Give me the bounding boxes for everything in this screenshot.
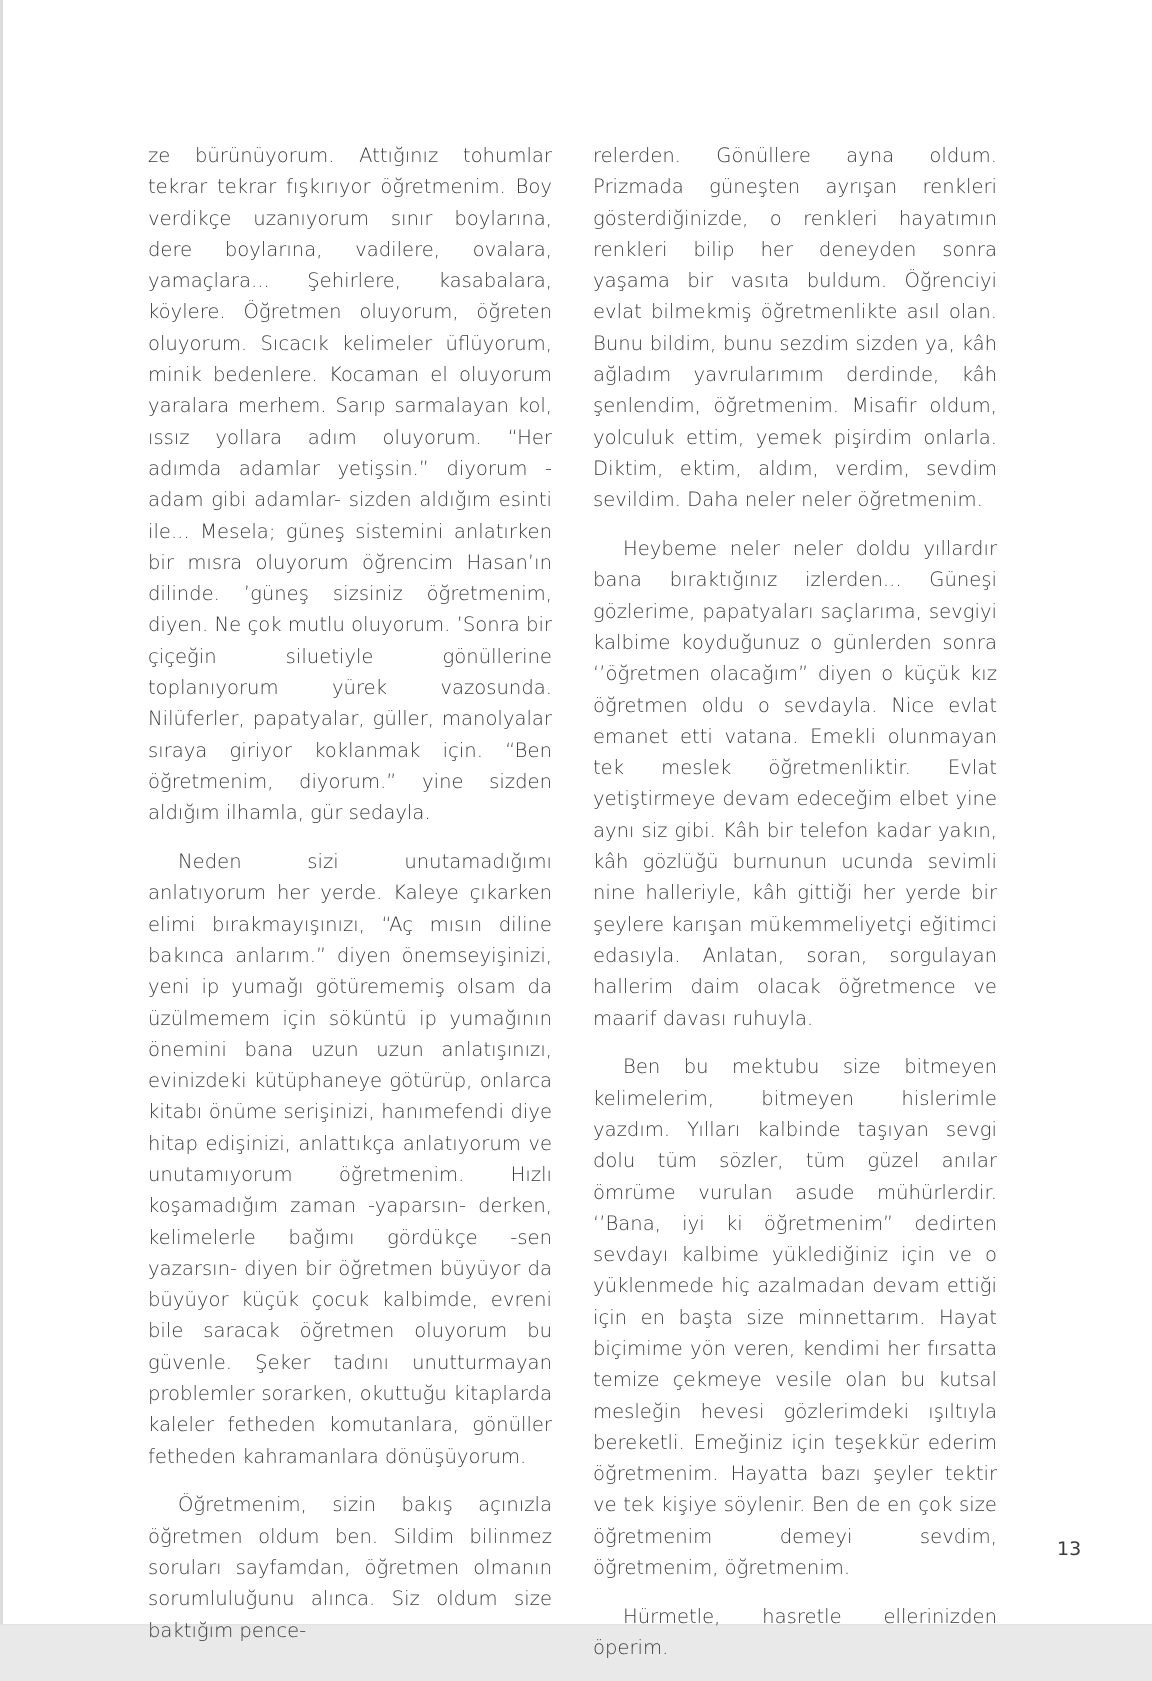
left-column xyxy=(148,140,552,1663)
page-edge xyxy=(0,0,3,1624)
paragraph: Heybeme neler neler doldu yıllardır bana bıraktığınız izlerden... Güneşi gözlerime, papatyaları saçlarıma, sevgiyi kalbime koyduğunuz o günlerden sonra ‘’öğretmen olacağım” diyen o küçük kız öğretmen oldu o sevdayla. Nice evlat emanet etti vatana. Emekli olunmayan tek meslek öğretmenliktir. Evlat yetiştirmeye devam edeceğim elbet yine aynı siz gibi. Kâh bir telefon kadar yakın, kâh gözlüğü burnunun ucunda sevimli nine halleriyle, kâh gittiği her yerde bir şeylere karışan mükemmeliyetçi eğitimci edasıyla. Anlatan, soran, sorgulayan hallerim daim olacak öğretmence ve maarif davası ruhuyla. xyxy=(593,537,997,1030)
closing-line: Hürmetle, hasretle ellerinizden öperim. xyxy=(593,1604,997,1660)
paragraph: ze bürünüyorum. Attığınız tohumlar tekrar tekrar fışkırıyor öğretmenim. Boy verdikçe uzanıyorum sınır boylarına, dere boylarına, vadilere, ovalara, yamaçlara... Şehirlere, kasabalara, köylere. Öğretmen oluyorum, öğreten oluyorum. Sıcacık kelimeler üflüyorum, minik bedenlere. Kocaman el oluyorum yaralara merhem. Sarıp sarmalayan kol, ıssız yollara adım oluyorum. “Her adımda adamlar yetişsin.” diyorum -adam gibi adamlar- sizden aldığım esinti ile... Mesela; güneş sistemini anlatırken bir mısra oluyorum öğrencim Hasan’ın dilinde. ’güneş sizsiniz öğretmenim, diyen. Ne çok mutlu oluyorum. ’Sonra bir çiçeğin siluetiyle gönüllerine toplanıyorum yürek vazosunda. Nilüferler, papatyalar, güller, manolyalar sıraya giriyor koklanmak için. “Ben öğretmenim, diyorum.” yine sizden aldığım ilhamla, gür sedayla. xyxy=(148,144,552,825)
page-number: 13 xyxy=(1057,1538,1082,1560)
paragraph: Ben bu mektubu size bitmeyen kelimelerim, bitmeyen hislerimle yazdım. Yılları kalbinde taşıyan sevgi dolu tüm sözler, tüm güzel anılar ömrüme vurulan asude mühürlerdir. ‘’Bana, iyi ki öğretmenim” dedirten sevdayı kalbime yüklediğiniz için ve o yüklenmede hiç azalmadan devam ettiği için en başta size minnettarım. Hayat biçimime yön veren, kendimi her fırsatta temize çekmeye vesile olan bu kutsal mesleğin hevesi gözlerimdeki ışıltıyla bereketli. Emeğiniz için teşekkür ederim öğretmenim. Hayatta bazı şeyler tektir ve tek kişiye söylenir. Ben de en çok size öğretmenim demeyi sevdim, öğretmenim, öğretmenim. xyxy=(593,1055,997,1580)
paragraph: relerden. Gönüllere ayna oldum. Prizmada güneşten ayrışan renkleri gösterdiğinizde, o renkleri hayatımın renkleri bilip her deneyden sonra yaşama bir vasıta buldum. Öğrenciyi evlat bilmekmiş öğretmenlikte asıl olan. Bunu bildim, bunu sezdim sizden ya, kâh ağladım yavrularımım derdinde, kâh şenlendim, öğretmenim. Misafir oldum, yolculuk ettim, yemek pişirdim onlarla. Diktim, ektim, aldım, verdim, sevdim sevildim. Daha neler neler öğretmenim. xyxy=(593,144,997,512)
paragraph: Neden sizi unutamadığımı anlatıyorum her yerde. Kaleye çıkarken elimi bırakmayışınızı, “Aç mısın diline bakınca anlarım.” diyen önemseyişinizi, yeni ip yumağı götürememiş olsam da üzülmemem için söküntü ip yumağının önemini bana uzun uzun anlatışınızı, evinizdeki kütüphaneye götürüp, onlarca kitabı önüme serişinizi, hanımefendi diye hitap edişinizi, anlattıkça anlatıyorum ve unutamıyorum öğretmenim. Hızlı koşamadığım zaman -yaparsın- derken, kelimelerle bağımı gördükçe -sen yazarsın- diyen bir öğretmen büyüyor da büyüyor küçük çocuk kalbimde, evreni bile saracak öğretmen oluyorum bu güvenle. Şeker tadını unutturmayan problemler sorarken, okuttuğu kitaplarda kaleler fetheden komutanlara, gönüller fetheden kahramanlara dönüşüyorum. xyxy=(148,850,552,1468)
right-column xyxy=(593,140,997,1681)
paragraph: Öğretmenim, sizin bakış açınızla öğretmen oldum ben. Sildim bilinmez soruları sayfamdan, öğretmen olmanın sorumluluğunu alınca. Siz oldum size baktığım pence- xyxy=(148,1493,552,1642)
